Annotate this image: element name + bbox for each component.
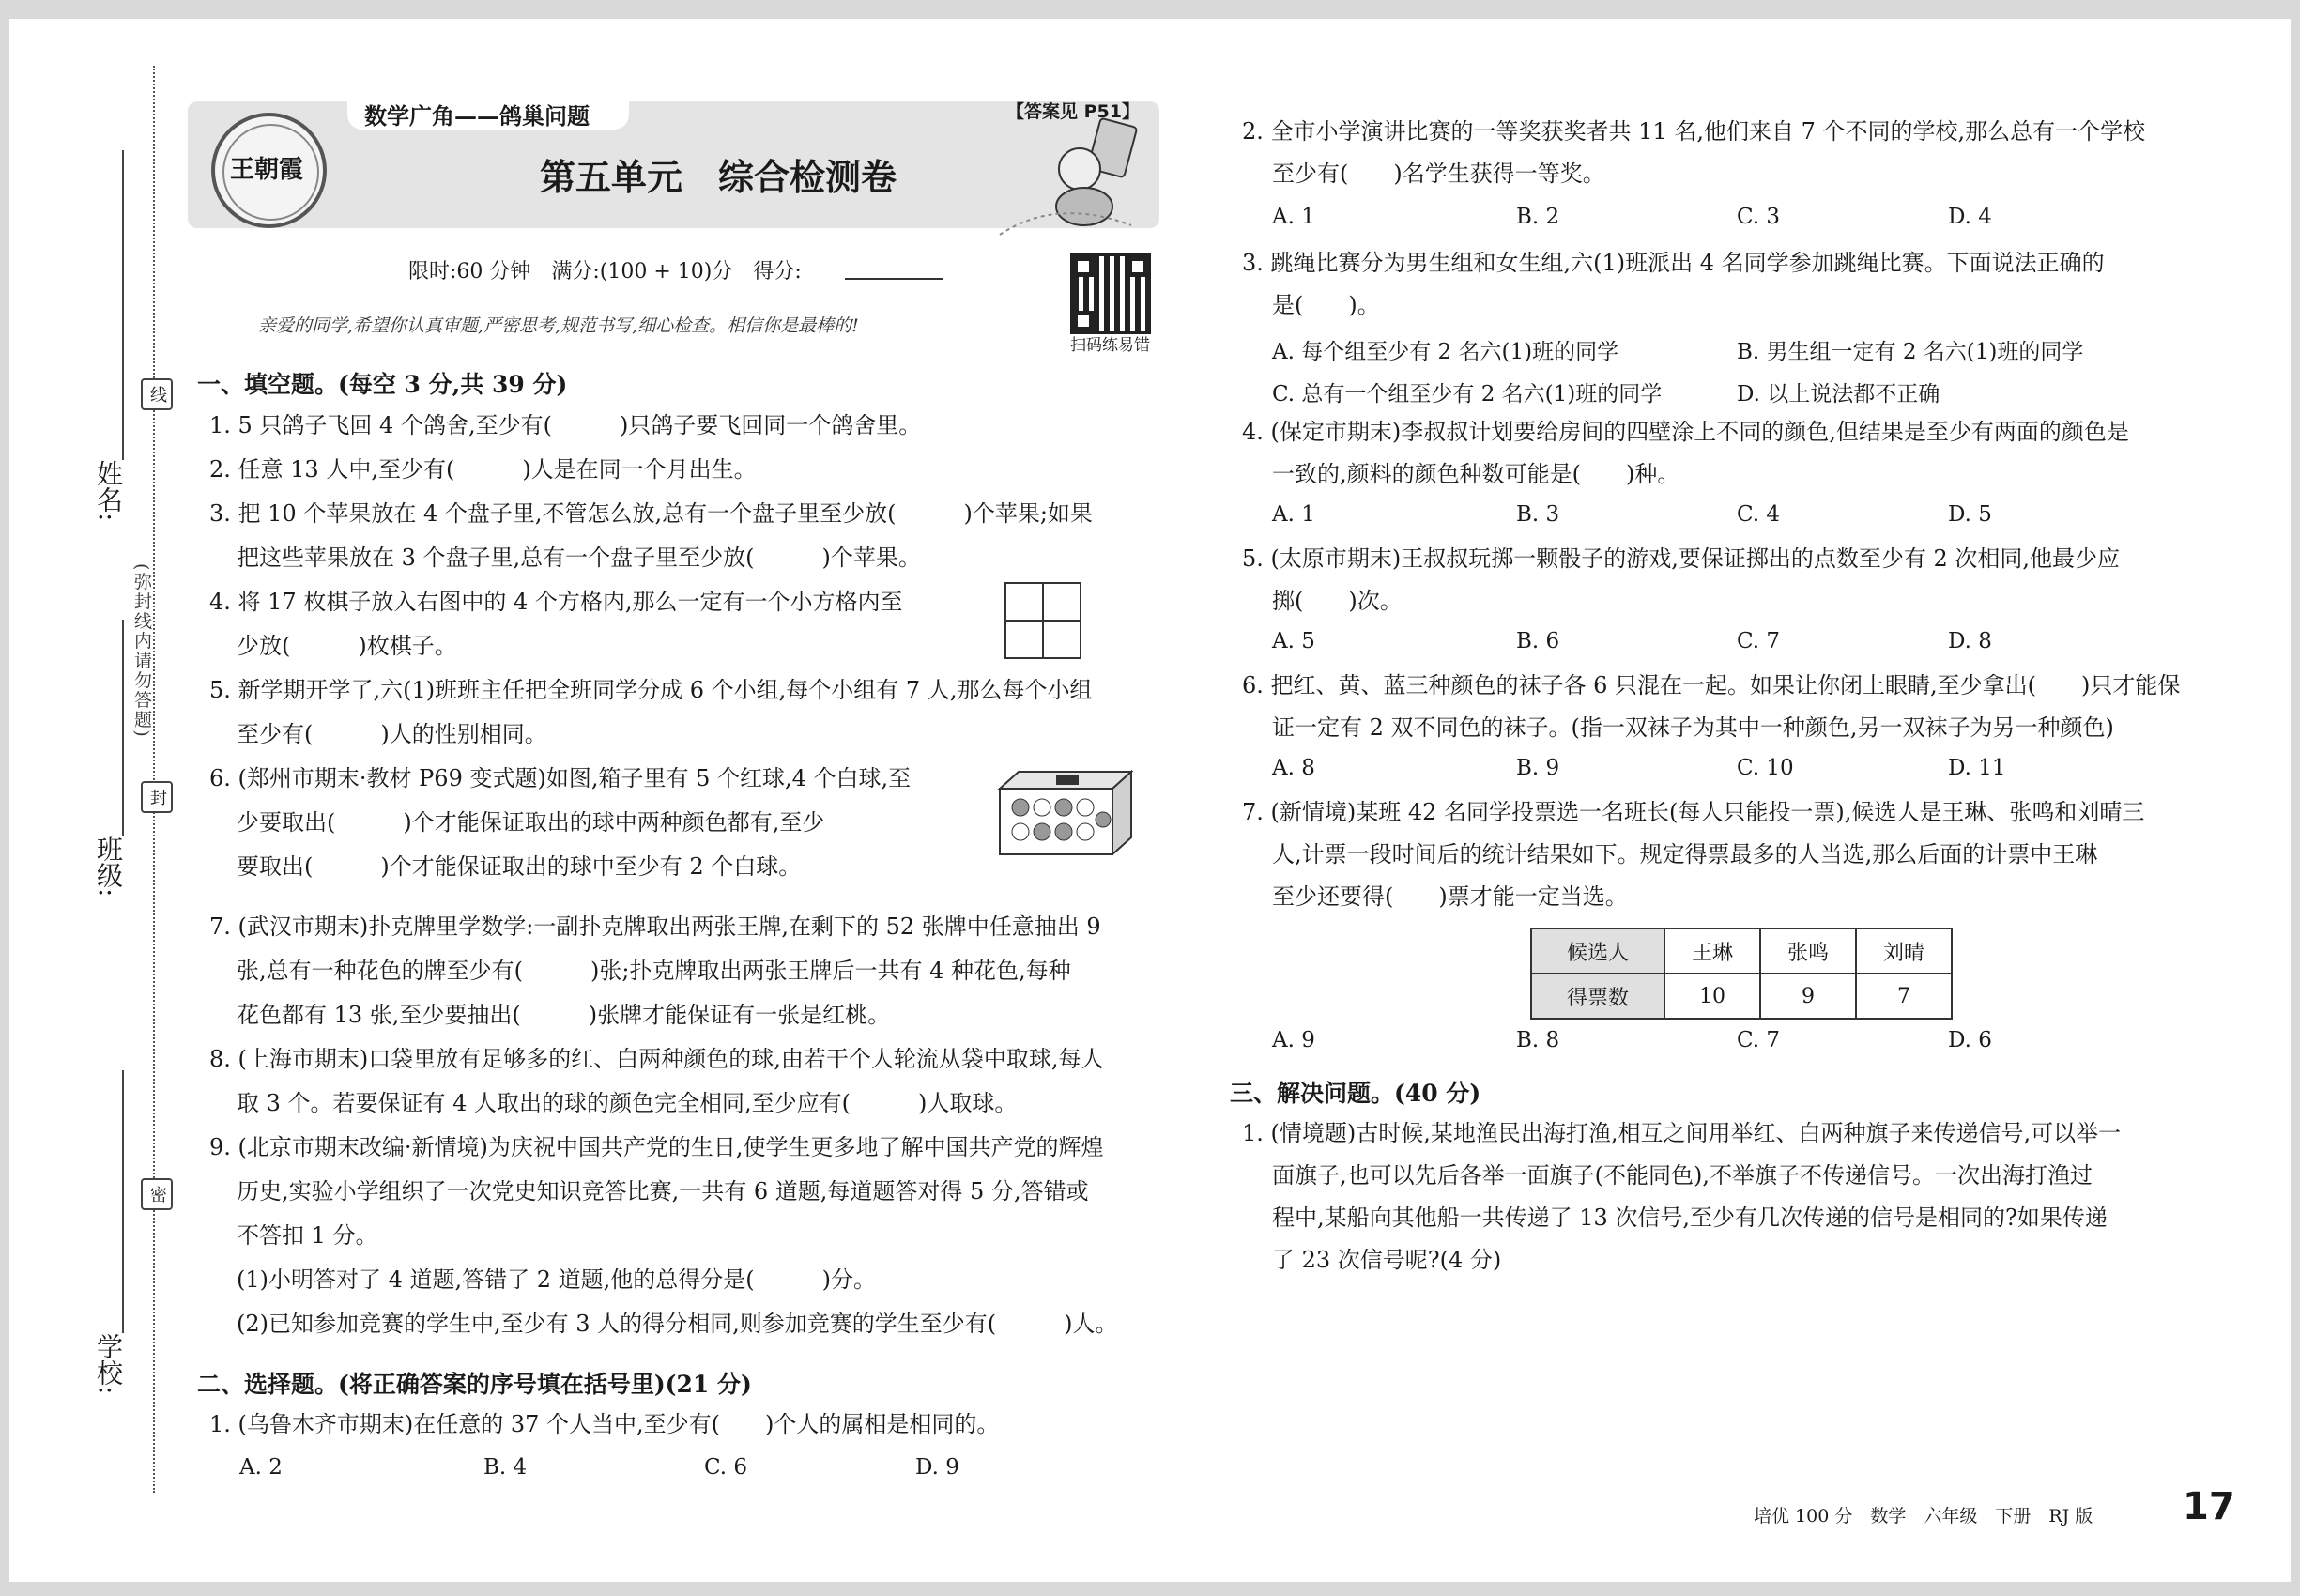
banner-topic: 数学广角——鸽巢问题 <box>364 102 590 130</box>
vote-table-cell: 刘晴 <box>1856 928 1952 974</box>
vote-table-cell: 王琳 <box>1664 928 1760 974</box>
q2-7b: 人,计票一段时间后的统计结果如下。规定得票最多的人当选,那么后面的计票中王琳 <box>1272 841 2098 867</box>
q2-6-opt-a[interactable]: A. 8 <box>1272 756 1315 780</box>
vote-table-cell: 9 <box>1760 974 1856 1019</box>
class-label: 班级: <box>93 836 124 898</box>
q2-7a: 7. (新情境)某班 42 名同学投票选一名班长(每人只能投一票),候选人是王琳、张鸣和刘晴三 <box>1242 799 2145 825</box>
q3-1d: 了 23 次信号呢?(4 分) <box>1272 1247 1502 1273</box>
page-title: 第五单元 综合检测卷 <box>540 157 897 198</box>
q2-2-opt-d[interactable]: D. 4 <box>1948 205 1992 229</box>
q2-2-opt-a[interactable]: A. 1 <box>1272 205 1315 229</box>
vote-table-cell: 10 <box>1664 974 1760 1019</box>
q2-5-opt-c[interactable]: C. 7 <box>1737 629 1781 653</box>
q1-4b: 少放( )枚棋子。 <box>237 633 457 659</box>
q1-6c: 要取出( )个才能保证取出的球中至少有 2 个白球。 <box>237 853 802 880</box>
q1-7b: 张,总有一种花色的牌至少有( )张;扑克牌取出两张王牌后一共有 4 种花色,每种 <box>237 958 1071 984</box>
q2-1-opt-c[interactable]: C. 6 <box>704 1455 748 1480</box>
q3-1b: 面旗子,也可以先后各举一面旗子(不能同色),不举旗子不传递信号。一次出海打渔过 <box>1272 1162 2093 1189</box>
q3-1c: 程中,某船向其他船一共传递了 13 次信号,至少有几次传递的信号是相同的?如果传递 <box>1272 1205 2108 1231</box>
vote-table-cell: 7 <box>1856 974 1952 1019</box>
q2-5-opt-a[interactable]: A. 5 <box>1272 629 1315 653</box>
q2-5-opt-b[interactable]: B. 6 <box>1516 629 1560 653</box>
q2-4-opt-d[interactable]: D. 5 <box>1948 502 1992 527</box>
q2-6-opt-b[interactable]: B. 9 <box>1516 756 1560 780</box>
q1-3b: 把这些苹果放在 3 个盘子里,总有一个盘子里至少放( )个苹果。 <box>237 545 921 571</box>
q2-4-opt-c[interactable]: C. 4 <box>1737 502 1781 527</box>
school-label: 学校: <box>93 1333 124 1395</box>
vote-table-data-row <box>1531 974 1952 1019</box>
q2-6b: 证一定有 2 双不同色的袜子。(指一双袜子为其中一种颜色,另一双袜子为另一种颜色) <box>1272 714 2114 741</box>
vote-table <box>1530 928 1953 1020</box>
binding-line <box>153 66 155 1493</box>
q2-4-opt-a[interactable]: A. 1 <box>1272 502 1315 527</box>
brand-logo <box>211 113 327 228</box>
grid-figure <box>1004 582 1081 659</box>
logo-text: 王朝霞 <box>230 156 304 184</box>
footer-info: 培优 100 分 数学 六年级 下册 RJ 版 <box>1754 1506 2093 1527</box>
seal-mi-mark: 密 <box>141 1178 173 1210</box>
q2-7-opt-c[interactable]: C. 7 <box>1737 1028 1781 1052</box>
q1-3a: 3. 把 10 个苹果放在 4 个盘子里,不管怎么放,总有一个盘子里至少放( )个苹果;如果 <box>209 500 1093 527</box>
q2-2-opt-b[interactable]: B. 2 <box>1516 205 1560 229</box>
seal-line-mark: 线 <box>141 378 173 410</box>
q1-6a: 6. (郑州市期末·教材 P69 变式题)如图,箱子里有 5 个红球,4 个白球,至 <box>209 765 912 791</box>
seal-feng-mark: 封 <box>141 781 173 813</box>
vote-table-header-row <box>1531 928 1952 974</box>
q2-3b: 是( )。 <box>1272 292 1380 318</box>
section2-heading: 二、选择题。(将正确答案的序号填在括号里)(21 分) <box>197 1371 752 1398</box>
mascot-illustration <box>990 113 1169 244</box>
q2-7-opt-a[interactable]: A. 9 <box>1272 1028 1315 1052</box>
name-label: 姓名: <box>93 460 124 522</box>
q2-2a: 2. 全市小学演讲比赛的一等奖获奖者共 11 名,他们来自 7 个不同的学校,那么总有一个学校 <box>1242 118 2146 145</box>
q2-7c: 至少还要得( )票才能一定当选。 <box>1272 883 1628 910</box>
qr-label: 扫码练易错 <box>1070 336 1150 355</box>
q2-4b: 一致的,颜料的颜色种数可能是( )种。 <box>1272 461 1680 487</box>
vote-table-cell: 得票数 <box>1531 974 1664 1019</box>
section1-heading: 一、填空题。(每空 3 分,共 39 分) <box>197 371 568 398</box>
q2-7-opt-b[interactable]: B. 8 <box>1516 1028 1560 1052</box>
q1-9-2: (2)已知参加竞赛的学生中,至少有 3 人的得分相同,则参加竞赛的学生至少有( )人。 <box>237 1311 1118 1337</box>
q2-6-opt-d[interactable]: D. 11 <box>1948 756 2006 780</box>
answer-ref: 【答案见 P51】 <box>1006 101 1140 122</box>
qr-code[interactable] <box>1070 253 1151 334</box>
q2-7-opt-d[interactable]: D. 6 <box>1948 1028 1992 1052</box>
q1-2: 2. 任意 13 人中,至少有( )人是在同一个月出生。 <box>209 456 757 483</box>
q1-6b: 少要取出( )个才能保证取出的球中两种颜色都有,至少 <box>237 809 825 836</box>
exam-meta: 限时:60 分钟 满分:(100 + 10)分 得分: <box>408 260 802 284</box>
q1-5b: 至少有( )人的性别相同。 <box>237 721 547 747</box>
q1-9a: 9. (北京市期末改编·新情境)为庆祝中国共产党的生日,使学生更多地了解中国共产党的辉煌 <box>209 1134 1104 1160</box>
q2-2b: 至少有( )名学生获得一等奖。 <box>1272 161 1605 187</box>
q2-5-opt-d[interactable]: D. 8 <box>1948 629 1992 653</box>
q2-1-opt-a[interactable]: A. 2 <box>239 1455 283 1480</box>
q2-1-opt-b[interactable]: B. 4 <box>483 1455 528 1480</box>
vote-table-cell: 候选人 <box>1531 928 1664 974</box>
q2-6-opt-c[interactable]: C. 10 <box>1737 756 1794 780</box>
q2-4a: 4. (保定市期末)李叔叔计划要给房间的四壁涂上不同的颜色,但结果是至少有两面的颜色是 <box>1242 419 2129 445</box>
q2-3-opt-b[interactable]: B. 男生组一定有 2 名六(1)班的同学 <box>1737 340 2084 364</box>
school-line <box>122 1070 124 1333</box>
q2-1-opt-d[interactable]: D. 9 <box>915 1455 959 1480</box>
score-blank <box>845 278 943 280</box>
exam-page <box>9 19 2291 1582</box>
ball-box-figure <box>990 760 1141 864</box>
q2-3-opt-d[interactable]: D. 以上说法都不正确 <box>1737 382 1940 407</box>
q2-6a: 6. 把红、黄、蓝三种颜色的袜子各 6 只混在一起。如果让你闭上眼睛,至少拿出( )只才能保 <box>1242 672 2181 698</box>
q1-9b: 历史,实验小学组织了一次党史知识竞答比赛,一共有 6 道题,每道题答对得 5 分,答错或 <box>237 1178 1089 1205</box>
greeting: 亲爱的同学,希望你认真审题,严密思考,规范书写,细心检查。相信你是最棒的! <box>258 315 859 336</box>
page-number: 17 <box>2183 1485 2235 1528</box>
q1-9-1: (1)小明答对了 4 道题,答错了 2 道题,他的总得分是( )分。 <box>237 1266 877 1293</box>
q2-1: 1. (乌鲁木齐市期末)在任意的 37 个人当中,至少有( )个人的属相是相同的。 <box>209 1411 1000 1437</box>
class-line <box>122 620 124 836</box>
q1-7a: 7. (武汉市期末)扑克牌里学数学:一副扑克牌取出两张王牌,在剩下的 52 张牌中任意抽出 9 <box>209 913 1101 940</box>
q2-3a: 3. 跳绳比赛分为男生组和女生组,六(1)班派出 4 名同学参加跳绳比赛。下面说法正确的 <box>1242 250 2105 276</box>
name-line <box>122 150 124 460</box>
q1-4a: 4. 将 17 枚棋子放入右图中的 4 个方格内,那么一定有一个小方格内至 <box>209 589 903 615</box>
q1-7c: 花色都有 13 张,至少要抽出( )张牌才能保证有一张是红桃。 <box>237 1002 891 1028</box>
q2-3-opt-a[interactable]: A. 每个组至少有 2 名六(1)班的同学 <box>1272 340 1619 364</box>
q1-8a: 8. (上海市期末)口袋里放有足够多的红、白两种颜色的球,由若干个人轮流从袋中取球,每人 <box>209 1046 1104 1072</box>
binding-note: (弥封线内请勿答题) <box>131 563 152 739</box>
q1-5a: 5. 新学期开学了,六(1)班班主任把全班同学分成 6 个小组,每个小组有 7 人,那么每个小组 <box>209 677 1093 703</box>
q2-5a: 5. (太原市期末)王叔叔玩掷一颗骰子的游戏,要保证掷出的点数至少有 2 次相同,他最少应 <box>1242 545 2121 572</box>
q2-3-opt-c[interactable]: C. 总有一个组至少有 2 名六(1)班的同学 <box>1272 382 1663 407</box>
vote-table-cell: 张鸣 <box>1760 928 1856 974</box>
q1-1: 1. 5 只鸽子飞回 4 个鸽舍,至少有( )只鸽子要飞回同一个鸽舍里。 <box>209 412 922 438</box>
q1-9c: 不答扣 1 分。 <box>237 1222 378 1249</box>
q3-1a: 1. (情境题)古时候,某地渔民出海打渔,相互之间用举红、白两种旗子来传递信号,可以举一 <box>1242 1120 2122 1146</box>
q1-8b: 取 3 个。若要保证有 4 人取出的球的颜色完全相同,至少应有( )人取球。 <box>237 1090 1018 1116</box>
q2-2-opt-c[interactable]: C. 3 <box>1737 205 1781 229</box>
q2-4-opt-b[interactable]: B. 3 <box>1516 502 1560 527</box>
section3-heading: 三、解决问题。(40 分) <box>1230 1080 1481 1107</box>
q2-5b: 掷( )次。 <box>1272 588 1403 614</box>
